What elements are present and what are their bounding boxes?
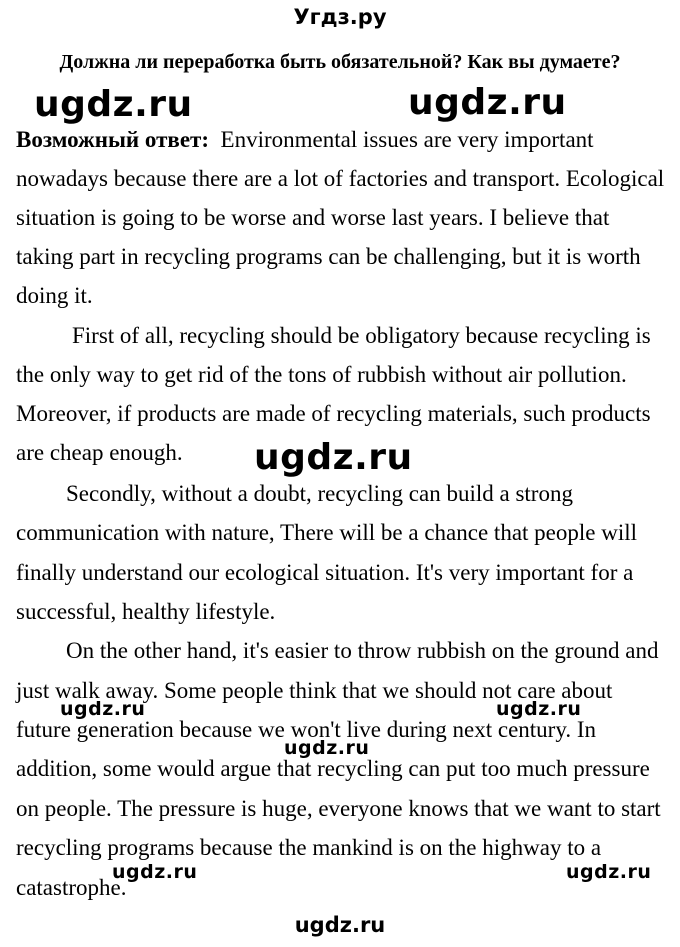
watermark-large-right: ugdz.ru [408, 82, 567, 123]
answer-line-19: recycling programs because the mankind is on the highway to a [16, 835, 602, 860]
answer-line-17: addition, some would argue that recycling can put too much pressure [16, 756, 650, 781]
watermark-small-4: ugdz.ru [112, 861, 198, 883]
watermark-large-center: ugdz.ru [254, 437, 413, 478]
answer-line-12: finally understand our ecological situation. It's very important for a [16, 560, 634, 585]
watermark-small-2: ugdz.ru [496, 698, 582, 720]
answer-line-14: On the other hand, it's easier to throw rubbish on the ground and [66, 638, 659, 663]
watermark-small-5: ugdz.ru [566, 861, 652, 883]
watermark-large-left: ugdz.ru [34, 84, 193, 125]
answer-line-11: communication with nature, There will be a chance that people will [16, 520, 637, 545]
answer-line-5: doing it. [16, 283, 93, 308]
answer-line-6: First of all, recycling should be obligatory because recycling is [72, 323, 651, 348]
answer-line-18: on people. The pressure is huge, everyone knows that we want to start [16, 796, 661, 821]
answer-line-20: catastrophe. [16, 875, 127, 900]
answer-line-1 [16, 126, 594, 154]
answer-line-2: nowadays because there are a lot of factories and transport. Ecological [16, 166, 665, 191]
answer-line-4: taking part in recycling programs can be challenging, but it is worth [16, 244, 641, 269]
footer-watermark: ugdz.ru [294, 913, 386, 937]
question-heading: Должна ли переработка быть обязательной? Как вы думаете? [59, 51, 621, 73]
watermark-small-3: ugdz.ru [284, 737, 370, 759]
answer-line-8: Moreover, if products are made of recycling materials, such products [16, 401, 651, 426]
watermark-small-1: ugdz.ru [60, 698, 146, 720]
answer-line-7: the only way to get rid of the tons of rubbish without air pollution. [16, 362, 627, 387]
answer-line-13: successful, healthy lifestyle. [16, 599, 276, 624]
answer-line-3: situation is going to be worse and worse last years. I believe that [16, 205, 610, 230]
site-title: Угдз.ру [293, 5, 387, 29]
answer-line-16: future generation because we won't live during next century. In [16, 717, 596, 742]
answer-line-9: are cheap enough. [16, 440, 183, 465]
answer-line-10: Secondly, without a doubt, recycling can build a strong [66, 481, 573, 506]
answer-line-15: just walk away. Some people think that we should not care about [16, 678, 613, 703]
answer-line-text: Environmental issues are very important [209, 127, 594, 152]
answer-label: Возможный ответ: [16, 127, 210, 152]
